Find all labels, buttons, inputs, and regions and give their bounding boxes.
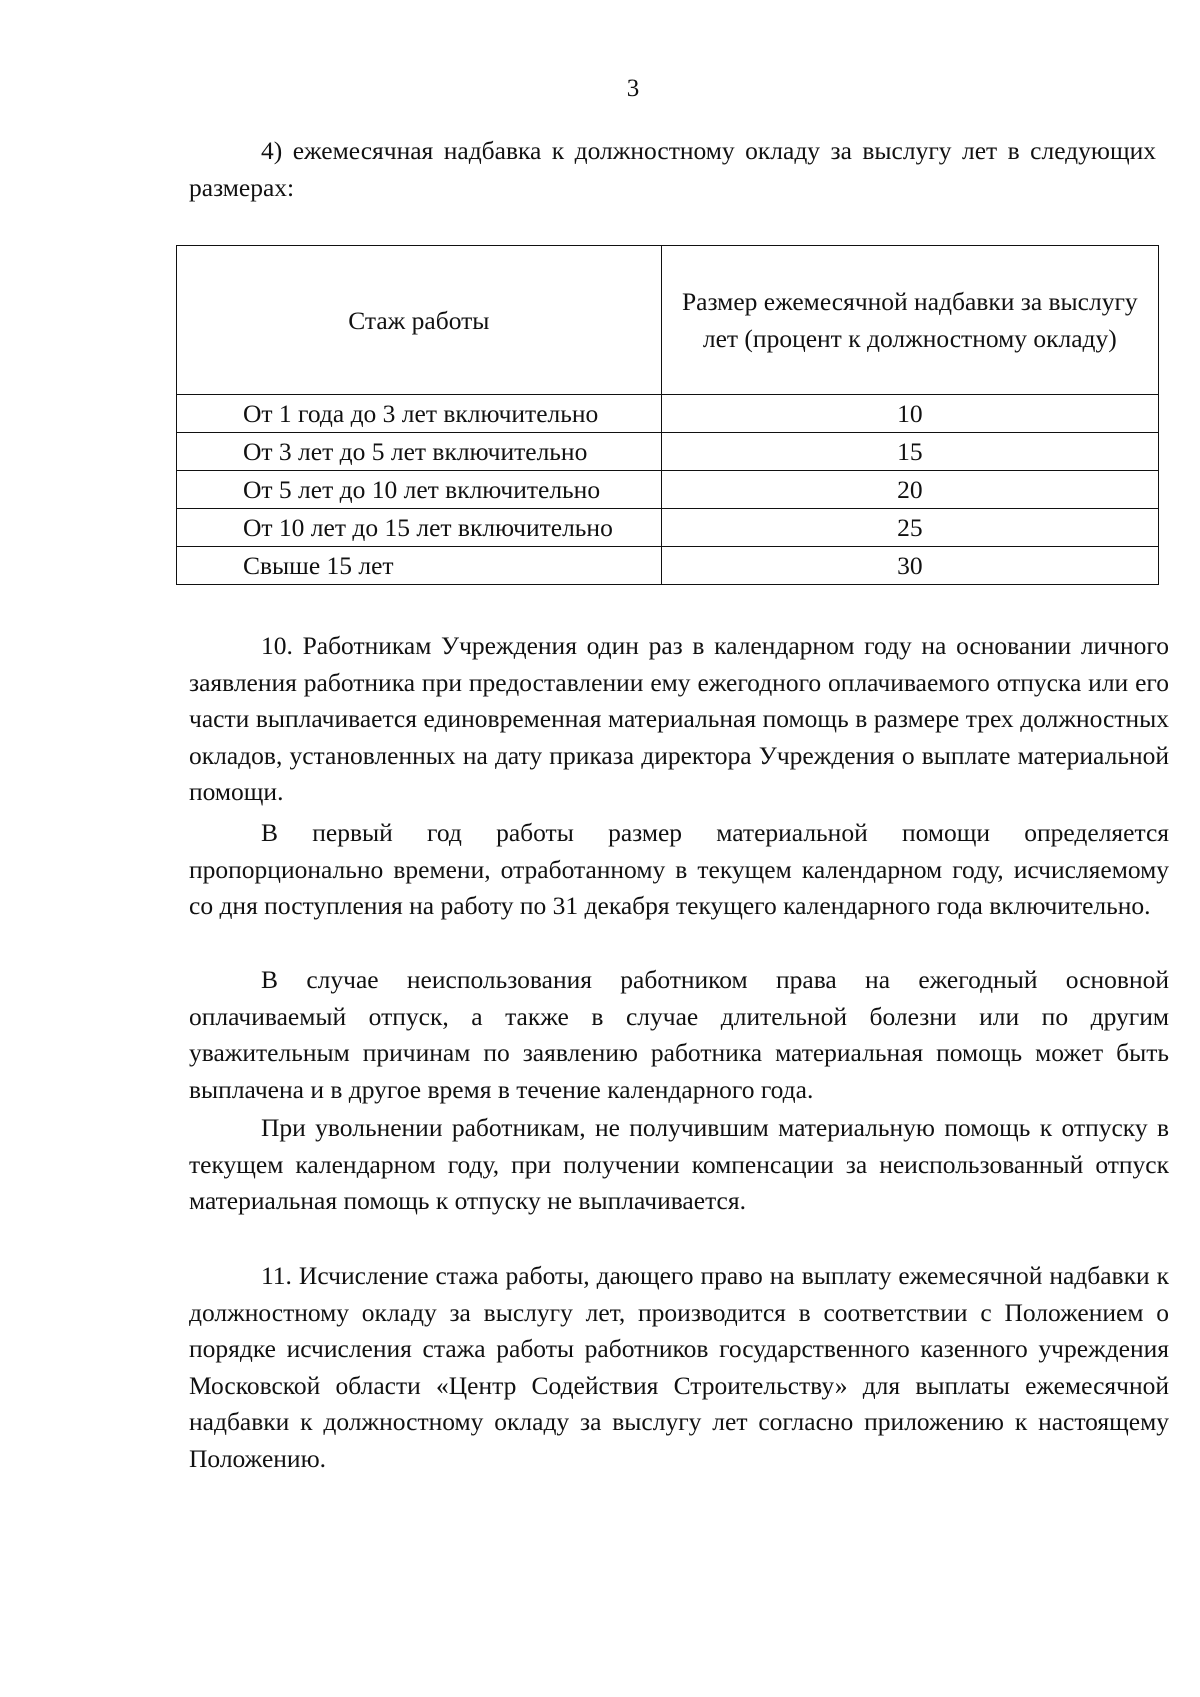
paragraph-10: 10. Работникам Учреждения один раз в календарном году на основании личного заявления работника при предоставлении ему ежегодного оплачиваемого отпуска или его части выплачивается единовременная материальная помощь в размере трех должностных окладов, установленных на дату приказа директора Учреждения о выплате материальной помощи.: [189, 631, 1169, 806]
table-header-row: [177, 246, 1159, 395]
row-stage: Свыше 15 лет: [177, 547, 662, 585]
table-row: [177, 395, 1159, 433]
paragraph-first-year: В первый год работы размер материальной помощи определяется пропорционально времени, отработанному в текущем календарном году, исчисляемому со дня поступления на работу по 31 декабря текущего календарного года включительно.: [189, 818, 1169, 920]
row-stage: От 1 года до 3 лет включительно: [177, 395, 662, 433]
row-percent: 30: [661, 547, 1158, 585]
table-row: [177, 547, 1159, 585]
seniority-allowance-table: [176, 245, 1159, 585]
row-stage: От 10 лет до 15 лет включительно: [177, 509, 662, 547]
header-stage: Стаж работы: [177, 246, 662, 395]
row-percent: 20: [661, 471, 1158, 509]
paragraph-dismissal: При увольнении работникам, не получившим материальную помощь к отпуску в текущем календарном году, при получении компенсации за неиспользованный отпуск материальная помощь к отпуску не выплачивается.: [189, 1113, 1169, 1215]
paragraph-unused-leave: В случае неиспользования работником права на ежегодный основной оплачиваемый отпуск, а также в случае длительной болезни или по другим уважительным причинам по заявлению работника материальная помощь может быть выплачена и в другое время в течение календарного года.: [189, 965, 1169, 1104]
page-number: 3: [626, 75, 640, 102]
table-row: [177, 471, 1159, 509]
row-percent: 15: [661, 433, 1158, 471]
header-size: Размер ежемесячной надбавки за выслугу лет (процент к должностному окладу): [661, 246, 1158, 395]
row-percent: 25: [661, 509, 1158, 547]
intro-paragraph: 4) ежемесячная надбавка к должностному окладу за выслугу лет в следующих размерах:: [189, 136, 1156, 202]
row-percent: 10: [661, 395, 1158, 433]
row-stage: От 3 лет до 5 лет включительно: [177, 433, 662, 471]
table-row: [177, 509, 1159, 547]
table-row: [177, 433, 1159, 471]
row-stage: От 5 лет до 10 лет включительно: [177, 471, 662, 509]
paragraph-11: 11. Исчисление стажа работы, дающего право на выплату ежемесячной надбавки к должностному окладу за выслугу лет, производится в соответствии с Положением о порядке исчисления стажа работы работников государственного казенного учреждения Московской области «Центр Содействия Строительству» для выплаты ежемесячной надбавки к должностному окладу за выслугу лет согласно приложению к настоящему Положению.: [189, 1261, 1169, 1473]
